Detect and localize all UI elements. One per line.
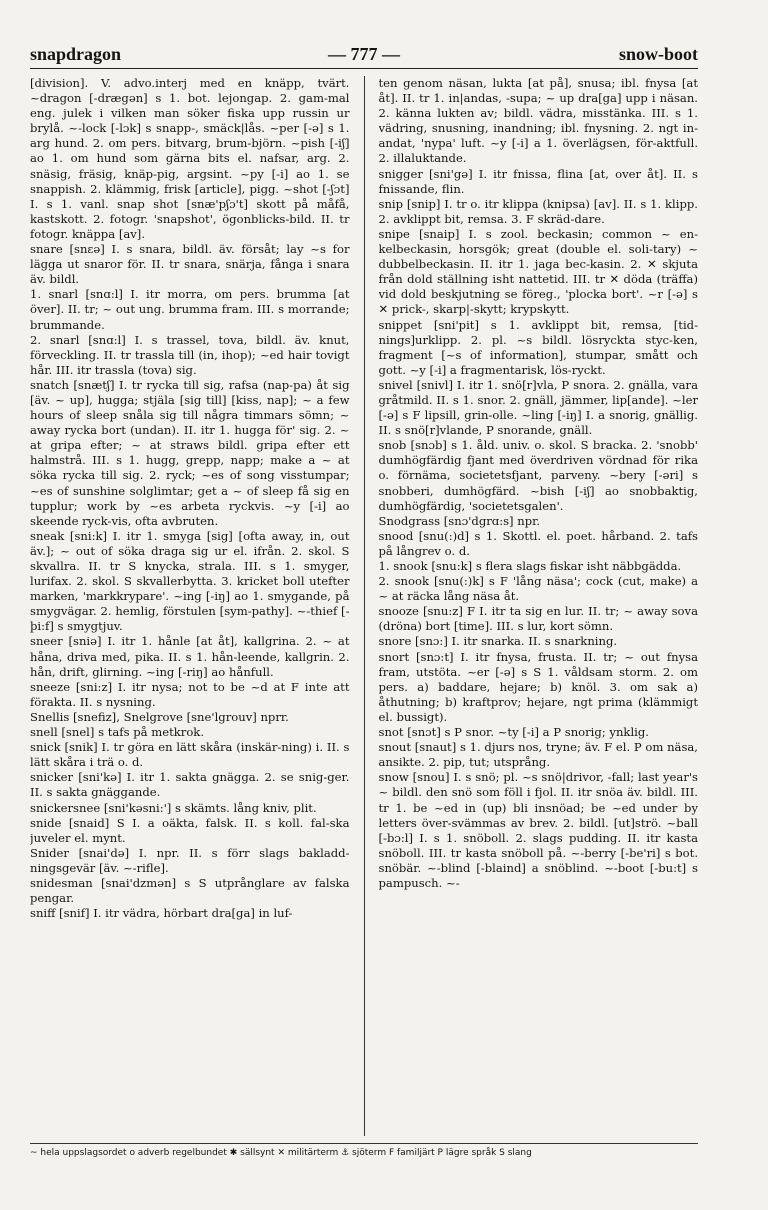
header-guide-word-first: snapdragon <box>30 44 122 64</box>
column-divider <box>364 76 365 1136</box>
page-number: — 777 — <box>328 44 400 64</box>
dictionary-entry: snob [snɔb] s 1. åld. univ. o. skol. S bracka. 2. 'snobb' dumhögfärdig fjant med överdriven vördnad för rika o. förnäma, societetsfjant, parveny. ~bery [-əri] s snobberi, dumhögfärd. ~bish [-iʃ] ao snobbaktig, dumhögfärdig, 'societetsgalen'. <box>378 438 698 513</box>
dictionary-entry: snort [snɔ:t] I. itr fnysa, frusta. II. tr; ~ out fnysa fram, utstöta. ~er [-ə] s S 1. våldsam storm. 2. om pers. a) baddare, hejare; b) knöl. 3. om sak a) åthutning; b) kraftprov; hejare, ngt prima (klämmigt el. bussigt). <box>378 649 698 724</box>
dictionary-entry: sniff [snif] I. itr vädra, hörbart dra[ga] in luf- <box>30 906 293 921</box>
dictionary-entry: sneer [sniə] I. itr 1. hånle [at åt], kallgrina. 2. ~ at håna, driva med, pika. II. s 1. hån-leende, kallgrin. 2. hån, drift, glirning. ~ing [-riŋ] ao hånfull. <box>30 634 350 679</box>
header-guide-word-last: snow-boot <box>618 44 698 64</box>
dictionary-entry: 1. snarl [snɑ:l] I. itr morra, om pers. brumma [at över]. II. tr; ~ out ung. brumma fram. III. s morrande; brummande. <box>30 287 350 332</box>
dictionary-entry: 2. snook [snu(:)k] s F 'lång näsa'; cock (cut, make) a ~ at räcka lång näsa åt. <box>378 574 698 604</box>
dictionary-entry: snood [snu(:)d] s 1. Skottl. el. poet. hårband. 2. tafs på långrev o. d. <box>378 528 698 558</box>
right-column <box>379 76 699 1136</box>
dictionary-entry: snot [snɔt] s P snor. ~ty [-i] a P snorig; ynklig. <box>378 725 649 740</box>
footer-divider <box>30 1143 698 1144</box>
dictionary-entry: snow [snou] I. s snö; pl. ~s snö|drivor, -fall; last year's ~ bildl. den snö som föll i fjol. II. itr snöa äv. bildl. III. tr 1. be ~ed in (up) bli insnöad; be ~ed under by letters över-svämmas av brev. 2. bildl. [ut]strö. ~ball [-bɔ:l] I. s 1. snöboll. 2. slags pudding. II. itr kasta snöboll. III. tr kasta snöboll på. ~-berry [-be'ri] s bot. snöbär. ~-blind [-blaind] a snöblind. ~-boot [-bu:t] s pampusch. ~- <box>378 770 698 890</box>
dictionary-entry: [division]. V. advo.interj med en knäpp, tvärt. ~dragon [-drægən] s 1. bot. lejongap. 2. gam-mal eng. julek i vilken man söker fiska upp russin ur brylå. ~-lock [-lɔk] s snapp-, smäck|lås. ~per [-ə] s 1. arg hund. 2. om pers. bitvarg, brum-björn. ~pish [-iʃ] ao 1. om hund som gärna bits el. nafsar, arg. 2. snäsig, fräsig, knäp-pig, argsint. ~py [-i] ao 1. se snappish. 2. klämmig, frisk [article], pigg. ~shot [-ʃɔt] I. s 1. vanl. snap shot [snæ'pʃɔ't] skott på måfå, kastskott. 2. fotogr. 'snapshot', ögonblicks-bild. II. tr fotogr. knäppa [av]. <box>30 76 350 241</box>
dictionary-entry: snigger [sni'gə] I. itr fnissa, flina [at, over åt]. II. s fnissande, flin. <box>378 166 698 196</box>
dictionary-entry: snare [snɛə] I. s snara, bildl. äv. försåt; lay ~s for lägga ut snaror för. II. tr snara, snärja, fånga i snara äv. bildl. <box>30 242 350 287</box>
dictionary-entry: Snider [snai'də] I. npr. II. s förr slags bakladd-ningsgevär [äv. ~-rifle]. <box>30 845 350 875</box>
dictionary-entry: snout [snaut] s 1. djurs nos, tryne; äv. F el. P om näsa, ansikte. 2. pip, tut; utsprång. <box>378 740 698 770</box>
dictionary-entry: ten genom näsan, lukta [at på], snusa; ibl. fnysa [at åt]. II. tr 1. in|andas, -supa; ~ up dra[ga] upp i näsan. 2. känna lukten av; bildl. vädra, misstänka. III. s 1. vädring, snusning, inandning; ibl. fnysning. 2. ngt in-andat, 'nypa' luft. ~y [-i] a 1. överlägsen, för-aktfull. 2. illaluktande. <box>378 76 698 166</box>
dictionary-entry: snidesman [snai'dzmən] s S utprånglare av falska pengar. <box>30 875 350 906</box>
dictionary-entry: sneeze [sni:z] I. itr nysa; not to be ~d at F inte att förakta. II. s nysning. <box>30 679 350 709</box>
dictionary-entry: snipe [snaip] I. s zool. beckasin; common ~ en-kelbeckasin, horsgök; great (double el. soli-tary) ~ dubbelbeckasin. II. itr 1. jaga bec-kasin. 2. ✕ skjuta från dold ställning isht nattetid. III. tr ✕ döda (träffa) vid dold beskjutning se föreg., 'plocka bort'. ~r [-ə] s ✕ prick-, skarp|-skytt; krypskytt. <box>378 226 698 317</box>
dictionary-entry: snide [snaid] S I. a oäkta, falsk. II. s koll. fal-ska juveler el. mynt. <box>30 815 350 845</box>
dictionary-entry: snip [snip] I. tr o. itr klippa (knipsa) [av]. II. s 1. klipp. 2. avklippt bit, remsa. 3. F skräd-dare. <box>378 196 698 226</box>
dictionary-entry: snick [snik] I. tr göra en lätt skåra (inskär-ning) i. II. s lätt skåra i trä o. d. <box>30 740 350 770</box>
dictionary-entry: snivel [snivl] I. itr 1. snö[r]vla, P snora. 2. gnälla, vara gråtmild. II. s 1. snor. 2. gnäll, jämmer, lip[ande]. ~ler [-ə] s F lipsill, grin-olle. ~ling [-iŋ] I. a snorig, gnällig. II. s snö[r]vlande, P snorande, gnäll. <box>378 377 698 438</box>
dictionary-entry: 2. snarl [snɑ:l] I. s trassel, tova, bildl. äv. knut, förveckling. II. tr trassla till (in, ihop); ~ed hair tovigt hår. III. itr trassla (tova) sig. <box>30 332 350 377</box>
dictionary-entry: snickersnee [sni'kəsni:'] s skämts. lång kniv, plit. <box>30 800 317 815</box>
dictionary-entry: sneak [sni:k] I. itr 1. smyga [sig] [ofta away, in, out äv.]; ~ out of söka draga sig ur el. ifrån. 2. skol. S skvallra. II. tr S knycka, strala. III. s 1. smyger, lurifax. 2. skol. S skvallerbytta. 3. kricket boll utefter marken, 'markkrypare'. ~ing [-iŋ] ao 1. smygande, på smygvägar. 2. hemlig, förstulen [sym-pathy]. ~-thief [-þi:f] s smygtjuv. <box>30 528 350 634</box>
dictionary-columns <box>30 76 698 1136</box>
dictionary-entry: snell [snel] s tafs på metkrok. <box>30 725 205 740</box>
dictionary-entry: snicker [sni'kə] I. itr 1. sakta gnägga. 2. se snig-ger. II. s sakta gnäggande. <box>30 770 350 800</box>
page-header <box>30 40 698 69</box>
abbreviation-legend: ~ hela uppslagsordet o adverb regelbundet ✱ sällsynt ✕ militärterm ⚓ sjöterm F familjärt P lägre språk S slang <box>30 1148 532 1158</box>
dictionary-entry: snooze [snu:z] F I. itr ta sig en lur. II. tr; ~ away sova (dröna) bort [time]. III. s lur, kort sömn. <box>378 604 698 634</box>
dictionary-entry: snippet [sni'pit] s 1. avklippt bit, remsa, [tid-nings]urklipp. 2. pl. ~s bildl. lösryckta styc-ken, fragment [~s of information], stumpar, smått och gott. ~y [-i] a fragmentarisk, lös-ryckt. <box>378 317 698 377</box>
dictionary-entry: Snodgrass [snɔ'dgrɑ:s] npr. <box>378 513 541 528</box>
dictionary-entry: Snellis [snefiz], Snelgrove [sne'lgrouv] nprr. <box>30 709 289 724</box>
left-column <box>30 76 350 1136</box>
dictionary-entry: snatch [snætʃ] I. tr rycka till sig, rafsa (nap-pa) åt sig [äv. ~ up], hugga; stjäla [sig till] [kiss, nap]; ~ a few hours of sleep snåla sig till några timmars sömn; ~ away rycka bort (undan). II. itr 1. hugga för' sig. 2. ~ at gripa efter; ~ at straws bildl. gripa efter ett halmstrå. III. s 1. hugg, grepp, napp; make a ~ at söka rycka till sig. 2. ryck; ~es of song visstumpar; ~es of sunshine solglimtar; get a ~ of sleep få sig en tupplur; work by ~es arbeta ryckvis. ~y [-i] ao skeende ryck-vis, ofta avbruten. <box>30 377 350 528</box>
dictionary-entry: snore [snɔ:] I. itr snarka. II. s snarkning. <box>378 634 618 649</box>
dictionary-entry: 1. snook [snu:k] s flera slags fiskar isht näbbgädda. <box>378 559 682 573</box>
